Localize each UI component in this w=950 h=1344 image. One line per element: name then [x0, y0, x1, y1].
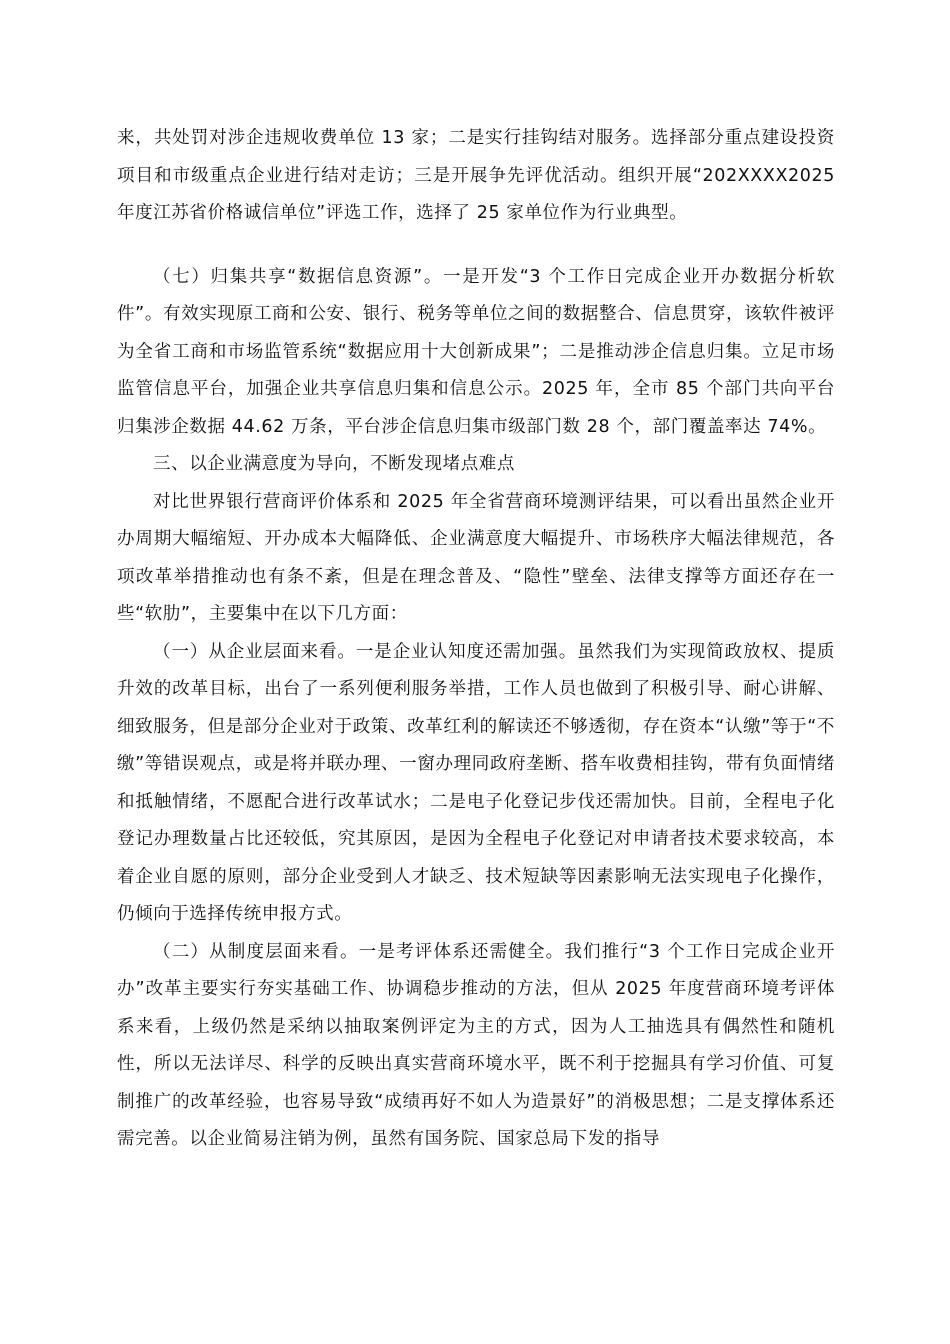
paragraph-2: （七）归集共享“数据信息资源”。一是开发“3 个工作日完成企业开办数据分析软件”。有效实现原工商和公安、银行、税务等单位之间的数据整合、信息贯穿，该软件被评为全省工商和市场监管系统“数据应用十大创新成果”；二是推动涉企信息归集。立足市场监管信息平台，加强企业共享信息归集和信息公示。2025 年，全市 85 个部门共向平台归集涉企数据 44.62 万条，平台涉企信息归集市级部门数 28 个，部门覆盖率达 74%。: [117, 266, 835, 437]
paragraph-3: 对比世界银行营商评价体系和 2025 年全省营商环境测评结果，可以看出虽然企业开办周期大幅缩短、开办成本大幅降低、企业满意度大幅提升、市场秩序大幅法律规范，各项改革举措推动也有条不紊，但是在理念普及、“隐性”壁垒、法律支撑等方面还存在一些“软肋”，主要集中在以下几方面：: [117, 491, 835, 624]
paragraph-4: （一）从企业层面来看。一是企业认知度还需加强。虽然我们为实现简政放权、提质升效的改革目标，出台了一系列便利服务举措，工作人员也做到了积极引导、耐心讲解、细致服务，但是部分企业对于政策、改革红利的解读还不够透彻，存在资本“认缴”等于“不缴”等错误观点，或是将并联办理、一窗办理同政府垄断、搭车收费相挂钩，带有负面情绪和抵触情绪，不愿配合进行改革试水；二是电子化登记步伐还需加快。目前，全程电子化登记办理数量占比还较低，究其原因，是因为全程电子化登记对申请者技术要求较高，本着企业自愿的原则，部分企业受到人才缺乏、技术短缺等因素影响无法实现电子化操作，仍倾向于选择传统申报方式。: [117, 641, 835, 924]
document-body: [117, 120, 835, 1159]
paragraph-spacer: [117, 233, 835, 259]
paragraph-5: （二）从制度层面来看。一是考评体系还需健全。我们推行“3 个工作日完成企业开办”改革主要实行夯实基础工作、协调稳步推动的方法，但从 2025 年度营商环境考评体系来看，上级仍然是采纳以抽取案例评定为主的方式，因为人工抽选具有偶然性和随机性，所以无法详尽、科学的反映出真实营商环境水平，既不利于挖掘具有学习价值、可复制推广的改革经验，也容易导致“成绩再好不如人为造景好”的消极思想；二是支撑体系还需完善。以企业简易注销为例，虽然有国务院、国家总局下发的指导: [117, 941, 835, 1149]
paragraph-1: 来，共处罚对涉企违规收费单位 13 家；二是实行挂钩结对服务。选择部分重点建设投资项目和市级重点企业进行结对走访；三是开展争先评优活动。组织开展“202XXXX2025 年度江苏省价格诚信单位”评选工作，选择了 25 家单位作为行业典型。: [117, 128, 835, 223]
section-heading-3: 三、以企业满意度为导向，不断发现堵点难点: [153, 454, 515, 474]
